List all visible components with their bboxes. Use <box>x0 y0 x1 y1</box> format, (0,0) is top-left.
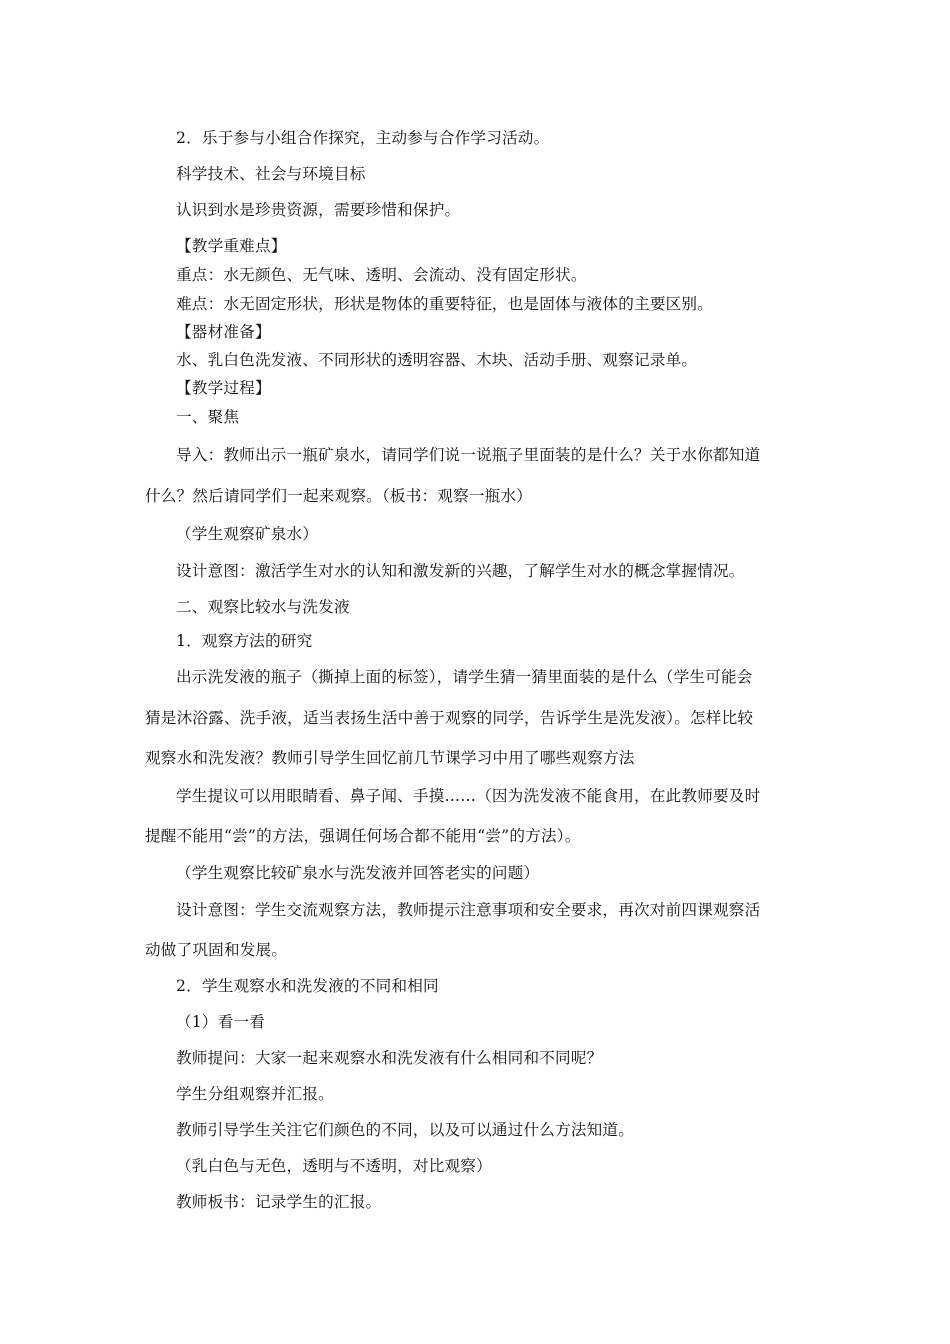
paragraph: 设计意图：激活学生对水的认知和激发新的兴趣，了解学生对水的概念掌握情况。 <box>176 562 745 580</box>
paragraph: 猜是沐浴露、洗手液，适当表扬生活中善于观察的同学，告诉学生是洗发液）。怎样比较 <box>145 709 754 727</box>
section-heading: 1．观察方法的研究 <box>176 632 313 650</box>
paragraph: 认识到水是珍贵资源，需要珍惜和保护。 <box>176 201 461 219</box>
paragraph: （学生观察比较矿泉水与洗发液并回答老实的问题） <box>176 864 540 882</box>
paragraph: 什么？然后请同学们一起来观察。（板书：观察一瓶水） <box>145 487 533 505</box>
paragraph: 提醒不能用“尝”的方法，强调任何场合都不能用“尝”的方法）。 <box>145 827 581 845</box>
section-heading: 【教学过程】 <box>176 379 271 397</box>
paragraph: 观察水和洗发液？教师引导学生回忆前几节课学习中用了哪些观察方法 <box>145 749 635 767</box>
section-heading: 【器材准备】 <box>176 323 271 341</box>
paragraph: 教师提问：大家一起来观察水和洗发液有什么相同和不同呢？ <box>176 1049 603 1067</box>
paragraph: 导入：教师出示一瓶矿泉水，请同学们说一说瓶子里面装的是什么？关于水你都知道 <box>176 446 761 464</box>
paragraph: 学生分组观察并汇报。 <box>176 1085 334 1103</box>
paragraph: （乳白色与无色，透明与不透明，对比观察） <box>176 1157 492 1175</box>
paragraph: 水、乳白色洗发液、不同形状的透明容器、木块、活动手册、观察记录单。 <box>176 351 698 369</box>
paragraph: （学生观察矿泉水） <box>176 525 319 543</box>
paragraph: 学生提议可以用眼睛看、鼻子闻、手摸……（因为洗发液不能食用，在此教师要及时 <box>176 787 761 805</box>
paragraph: 动做了巩固和发展。 <box>145 941 288 959</box>
section-heading: 二、观察比较水与洗发液 <box>176 598 350 616</box>
paragraph: 2．乐于参与小组合作探究，主动参与合作学习活动。 <box>176 129 550 147</box>
paragraph: 重点：水无颜色、无气味、透明、会流动、没有固定形状。 <box>176 266 587 284</box>
paragraph: 教师引导学生关注它们颜色的不同，以及可以通过什么方法知道。 <box>176 1121 635 1139</box>
section-heading: 科学技术、社会与环境目标 <box>176 165 366 183</box>
paragraph: 设计意图：学生交流观察方法，教师提示注意事项和安全要求，再次对前四课观察活 <box>176 901 761 919</box>
paragraph: 出示洗发液的瓶子（撕掉上面的标签），请学生猜一猜里面装的是什么（学生可能会 <box>176 668 753 686</box>
section-heading: 2．学生观察水和洗发液的不同和相同 <box>176 977 439 995</box>
section-heading: （1）看一看 <box>176 1013 266 1031</box>
section-heading: 一、聚焦 <box>176 408 240 426</box>
paragraph: 难点：水无固定形状，形状是物体的重要特征，也是固体与液体的主要区别。 <box>176 295 713 313</box>
section-heading: 【教学重难点】 <box>176 237 287 255</box>
paragraph: 教师板书：记录学生的汇报。 <box>176 1193 382 1211</box>
